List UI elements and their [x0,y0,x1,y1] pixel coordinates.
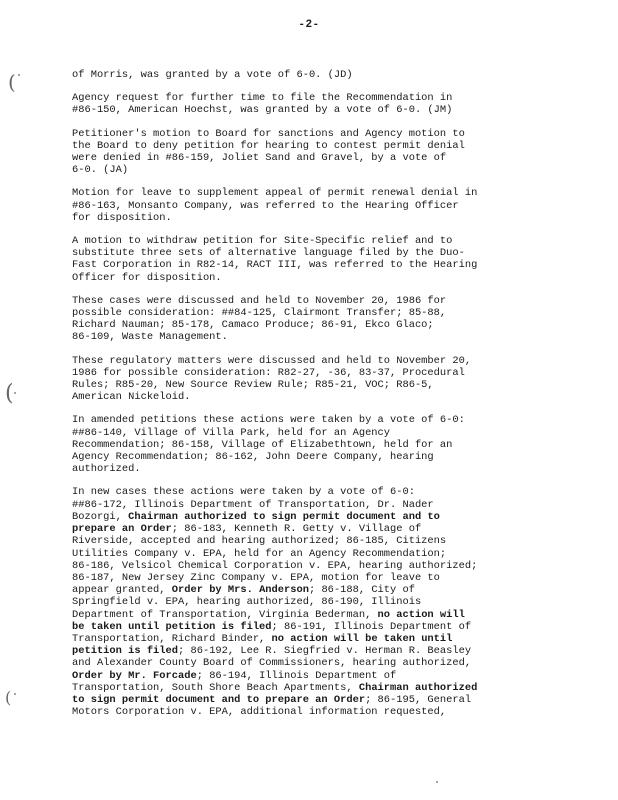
paragraph [72,69,552,81]
margin-mark: ( [8,70,16,94]
paragraph-text: A motion to withdraw petition for Site-Specific relief and to substitute three sets of alternative language filed by the Duo- Fast Corporation in R82-14, RACT III, was referred to the Hearing Officer for disposition. [72,235,478,284]
bold-text: Chairman authorized to sign permit document and to prepare an Order [72,510,440,536]
paragraph [72,128,552,177]
page-number: -2- [298,19,320,31]
paragraph-text: Motion for leave to supplement appeal of permit renewal denial in #86-163, Monsanto Company, was referred to the Hearing Officer for disposition. [72,187,478,224]
paragraph [72,414,552,475]
paragraph [72,235,552,284]
paragraph [72,92,552,116]
paragraph-text: of Morris, was granted by a vote of 6-0. (JD) [72,69,353,81]
bold-text: Order by Mrs. Anderson [171,584,309,597]
scan-speck [436,781,438,783]
bold-text: no action will be taken until petition is filed [72,632,453,658]
paragraph-text: In new cases these actions were taken by a vote of 6-0: ##86-172, Illinois Department of Transportation, Dr. Nader Bozorgi, [72,486,434,523]
scan-speck [18,74,20,76]
paragraph-text: ; 86-192, Lee R. Siegfried v. Herman R. Beasley and Alexander County Board of Commissioners, hearing authorized, [72,645,472,670]
paragraph-text: These regulatory matters were discussed and held to November 20, 1986 for possible consideration: R82-27, -36, 83-37, Procedural Rules; R85-20, New Source Review Rule; R85-21, VOC; R86-5, American Nickeloid. [72,354,472,404]
paragraph-text: These cases were discussed and held to November 20, 1986 for possible consideration: ##84-125, Clairmont Transfer; 85-88, Richard Nauman; 85-178, Camaco Produce; 86-91, Ekco Glaco; 86-109, Waste Management. [72,294,447,344]
paragraph [72,355,552,404]
paragraph-text: ; 86-183, Kenneth R. Getty v. Village of Riverside, accepted and hearing authorized; 86-185, Citizens Utilities Company v. EPA, held for an Agency Recommendation; 86-186, Velsicol Chemical Corporation v. EPA, hearing authorized; 86-187, New Jersey Zinc Company v. EPA, motion for leave to appear granted, [72,523,478,597]
paragraph-text: ; 86-188, City of Springfield v. EPA, hearing authorized, 86-190, Illinois Department of Transportation, Virginia Bederman, [72,584,422,621]
paragraph-text: ; 86-195, General Motors Corporation v. EPA, additional information requested, [72,693,472,719]
paragraph [72,486,552,718]
margin-mark: ( [5,381,14,406]
paragraph-text: ; 86-191, Illinois Department of Transportation, Richard Binder, [72,620,472,645]
paragraph-text: ; 86-194, Illinois Department of Transportation, South Shore Beach Apartments, [72,669,397,694]
paragraph-text: Petitioner's motion to Board for sanctions and Agency motion to the Board to deny petition for hearing to contest permit denial were denied in #86-159, Joliet Sand and Gravel, by a vote of 6-0. (JA) [72,127,465,177]
paragraph-text: Agency request for further time to file the Recommendation in #86-150, American Hoechst, was granted by a vote of 6-0. (JM) [72,92,453,117]
scan-speck [14,392,16,394]
paragraph [72,295,552,344]
document-body [72,69,552,729]
paragraph [72,187,552,224]
margin-mark: ( [5,688,12,707]
bold-text: no action will be taken until petition is filed [72,608,465,633]
paragraph-text: In amended petitions these actions were taken by a vote of 6-0: ##86-140, Village of Villa Park, held for an Agency Recommendation; 86-158, Village of Elizabethtown, held for an Agency Recommendation; 86-162, John Deere Company, hearing authorized. [72,414,465,476]
scan-speck [14,693,16,695]
bold-text: Chairman authorized to sign permit document and to prepare an Order [72,681,478,706]
bold-text: Order by Mr. Forcade [72,669,197,682]
